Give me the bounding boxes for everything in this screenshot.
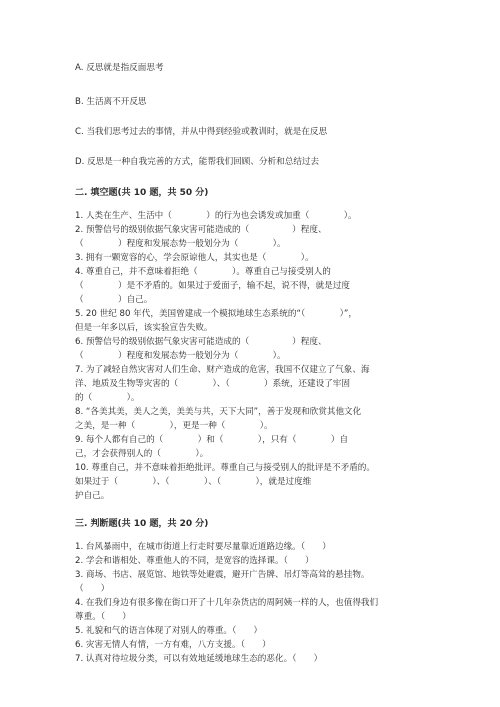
fill-line: 如果过于（ ）、（ ）、（ ），就是过度维 bbox=[75, 477, 312, 487]
fill-line: 5. 20 世纪 80 年代，美国曾建成一个模拟地球生态系统的“（ ）”， bbox=[75, 309, 357, 319]
judge-line: 6. 灾害无情人有情，一方有难，八方支援。（ ） bbox=[75, 640, 271, 650]
fill-line: 7. 为了减轻自然灾害对人们生命、财产造成的危害，我国不仅建立了气象、海 bbox=[75, 365, 370, 375]
judge-line: 1. 台风暴雨中，在城市街道上行走时要尽量靠近道路边缘。（ ） bbox=[75, 542, 331, 552]
fill-line: 2. 预警信号的级别依据气象灾害可能造成的（ ）程度、 bbox=[75, 225, 327, 235]
fill-line: 护自己。 bbox=[75, 491, 110, 501]
fill-line: 但是一年多以后，该实验宣告失败。 bbox=[75, 323, 213, 333]
judge-line: （ ） bbox=[75, 584, 110, 594]
option-c: C. 当我们思考过去的事情，并从中得到经验或教训时，就是在反思 bbox=[75, 127, 328, 137]
fill-line: 9. 每个人都有自己的（ ）和（ ），只有（ ）自 bbox=[75, 435, 349, 445]
judge-line: 尊重。（ ） bbox=[75, 612, 131, 622]
option-d: D. 反思是一种自我完善的方式，能帮我们回顾、分析和总结过去 bbox=[75, 157, 320, 167]
fill-line: 6. 预警信号的级别依据气象灾害可能造成的（ ）程度、 bbox=[75, 337, 327, 347]
section-3-title: 三. 判断题(共 10 题，共 20 分) bbox=[75, 519, 209, 529]
fill-line: 8. “各美其美，美人之美，美美与共，天下大同”，善于发现和欣赏其他文化 bbox=[75, 407, 362, 417]
judge-line: 5. 礼貌和气的语言体现了对别人的尊重。（ ） bbox=[75, 626, 263, 636]
judge-line: 7. 认真对待垃圾分类，可以有效地延缓地球生态的恶化。（ ） bbox=[75, 654, 323, 664]
fill-line: 洋、地质及生物等灾害的（ ）、（ ）系统，还建设了牢固 bbox=[75, 379, 350, 389]
fill-line: 10. 尊重自己，并不意味着拒绝批评。尊重自己与接受别人的批评是不矛盾的。 bbox=[75, 463, 375, 473]
option-b: B. 生活离不开反思 bbox=[75, 97, 147, 107]
fill-line: 之美，是一种（ ），更是一种（ ）。 bbox=[75, 421, 273, 431]
fill-line: （ ）程度和发展态势一般划分为（ ）。 bbox=[75, 239, 286, 249]
fill-line: 的（ ）。 bbox=[75, 393, 140, 403]
fill-line: 己，才会获得别人的（ ）。 bbox=[75, 449, 209, 459]
fill-line: 3. 拥有一颗宽容的心，学会原谅他人，其实也是（ ）。 bbox=[75, 253, 314, 263]
fill-line: 1. 人类在生产、生活中（ ）的行为也会诱发或加重（ ）。 bbox=[75, 211, 357, 221]
option-a: A. 反思就是指反面思考 bbox=[75, 63, 164, 73]
judge-line: 2. 学会和谐相处、尊重他人的不同，是宽容的选择课。（ ） bbox=[75, 556, 314, 566]
judge-line: 4. 在我们身边有很多像在街口开了十几年杂货店的周阿姨一样的人，也值得我们 bbox=[75, 598, 379, 608]
fill-line: （ ）程度和发展态势一般划分为（ ）。 bbox=[75, 351, 286, 361]
fill-line: （ ）是不矛盾的。如果过于爱面子，输不起，说不得，就是过度 bbox=[75, 281, 351, 291]
fill-line: 4. 尊重自己，并不意味着拒绝（ ）。尊重自己与接受别人的 bbox=[75, 267, 331, 277]
judge-line: 3. 商场、书店、展览馆、地铁等处避震，避开广告牌、吊灯等高耸的悬挂物。 bbox=[75, 570, 370, 580]
fill-line: （ ）自己。 bbox=[75, 295, 153, 305]
section-2-title: 二. 填空题(共 10 题，共 50 分) bbox=[75, 188, 209, 198]
